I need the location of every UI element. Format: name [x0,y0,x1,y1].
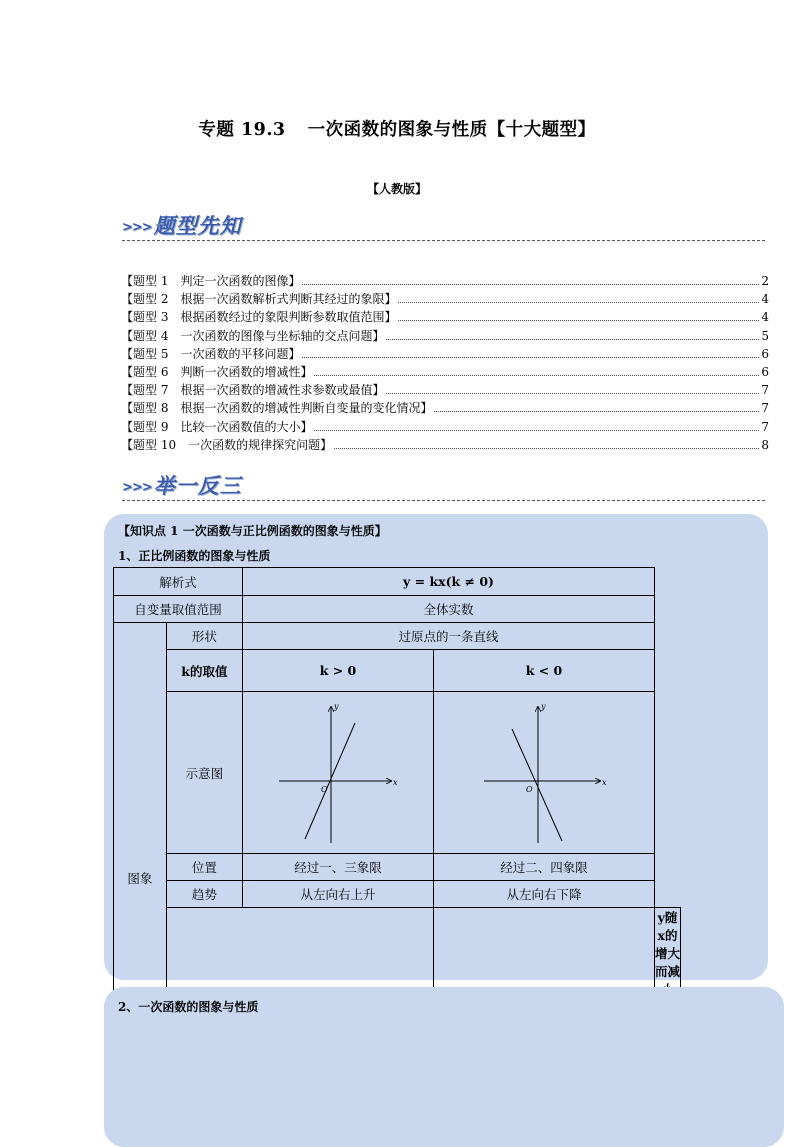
chevrons-icon: >>> [122,479,152,495]
y-axis-label: y [333,701,339,711]
table-row [114,692,681,854]
cell-label: 形状 [166,623,242,650]
toc-entry-label: 【题型 1 判定一次函数的图像】 [121,274,301,288]
section-header-examples-label: 举一反三 [153,474,242,498]
toc-entry-label: 【题型 2 根据一次函数解析式判断其经过的象限】 [121,292,397,307]
toc-entry[interactable] [121,290,769,308]
cell-position-negative: 经过二、四象限 [433,854,654,881]
toc-entry[interactable] [121,399,769,417]
toc-leader-dots [302,283,759,285]
cell-label: 解析式 [114,568,243,596]
line-decreasing [512,729,562,841]
y-axis-label: y [540,701,546,711]
cell-label: 位置 [166,854,242,881]
toc-page-number: 2 [761,274,769,288]
toc-entry[interactable] [121,272,769,290]
toc-entry[interactable] [121,327,769,345]
section-divider [122,240,765,241]
section-header-toc [122,210,242,240]
toc-entry[interactable] [121,418,769,436]
toc-leader-dots [314,374,759,376]
origin-label: O [525,784,533,794]
toc-page-number: 5 [761,328,769,343]
cell-trend-negative: 从左向右下降 [433,881,654,908]
subheading-linear: 2、一次函数的图象与性质 [118,1000,259,1014]
cell-label: k的取值 [166,650,242,692]
toc-entry-label: 【题型 8 根据一次函数的增减性判断自变量的变化情况】 [121,401,433,416]
toc-page-number: 4 [761,310,769,325]
cell-label: 自变量取值范围 [114,596,243,623]
toc-entry-label: 【题型 4 一次函数的图像与坐标轴的交点问题】 [121,328,385,343]
cell-label: 趋势 [166,881,242,908]
toc-entry-label: 【题型 5 一次函数的平移问题】 [121,346,301,361]
table-row [114,623,681,650]
toc-entry[interactable] [121,363,769,381]
toc-entry-label: 【题型 7 根据一次函数的增减性求参数或最值】 [121,383,385,398]
chevrons-icon: >>> [122,219,152,235]
mono-negative-line1: y随x的增大而减 [654,910,680,979]
section-header-toc-label: 题型先知 [153,214,242,238]
table-row [114,596,681,623]
edition-label: 【人教版】 [366,182,427,196]
graph-increasing [243,693,433,853]
toc-page-number: 7 [761,419,769,434]
cell-graph-label: 图象 [114,623,167,1134]
cell-value: 全体实数 [242,596,654,623]
toc-page-number: 6 [761,346,769,361]
title-number: 专题 19.3 [198,120,286,140]
toc-leader-dots [386,338,759,340]
cell-label: 示意图 [166,692,242,854]
table-row [114,854,681,881]
table-row [114,650,681,692]
toc-leader-dots [334,447,759,449]
toc-leader-dots [434,410,759,412]
title-text: 一次函数的图象与性质【十大题型】 [307,120,596,140]
toc-page-number: 7 [761,383,769,398]
toc-entry[interactable] [121,381,769,399]
toc-entry-label: 【题型 10 一次函数的规律探究问题】 [121,437,333,452]
toc-entry[interactable] [121,436,769,454]
x-axis-label: x [601,777,607,787]
cell-sketch-negative [433,692,654,854]
toc-entry-label: 【题型 6 判断一次函数的增减性】 [121,365,313,380]
toc-leader-dots [398,319,759,321]
subheading-proportional: 1、正比例函数的图象与性质 [118,549,271,563]
cell-k-positive: k > 0 [242,650,433,692]
toc-entry[interactable] [121,308,769,326]
origin-label: O [320,784,328,794]
cell-sketch-positive [242,692,433,854]
table-row [114,568,681,596]
toc-leader-dots [386,392,759,394]
cell-k-negative: k < 0 [433,650,654,692]
toc-entry[interactable] [121,345,769,363]
table-of-contents [121,272,769,454]
toc-page-number: 7 [761,401,769,416]
toc-page-number: 4 [761,292,769,307]
knowledge-title: 【知识点 1 一次函数与正比例函数的图象与性质】 [118,524,387,538]
toc-entry-label: 【题型 3 根据函数经过的象限判断参数取值范围】 [121,310,397,325]
cell-trend-positive: 从左向右上升 [242,881,433,908]
section-divider [122,500,765,501]
toc-page-number: 6 [761,365,769,380]
toc-leader-dots [398,301,759,303]
graph-decreasing [434,693,654,853]
toc-leader-dots [302,356,759,358]
x-axis-label: x [392,777,398,787]
cell-formula: y = kx(k ≠ 0) [242,568,654,596]
cell-position-positive: 经过一、三象限 [242,854,433,881]
toc-leader-dots [314,429,759,431]
toc-page-number: 8 [761,437,769,452]
table-row [114,881,681,908]
section-header-examples [122,470,242,500]
cell-value: 过原点的一条直线 [242,623,654,650]
toc-entry-label: 【题型 9 比较一次函数值的大小】 [121,419,313,434]
document-title [0,116,794,141]
